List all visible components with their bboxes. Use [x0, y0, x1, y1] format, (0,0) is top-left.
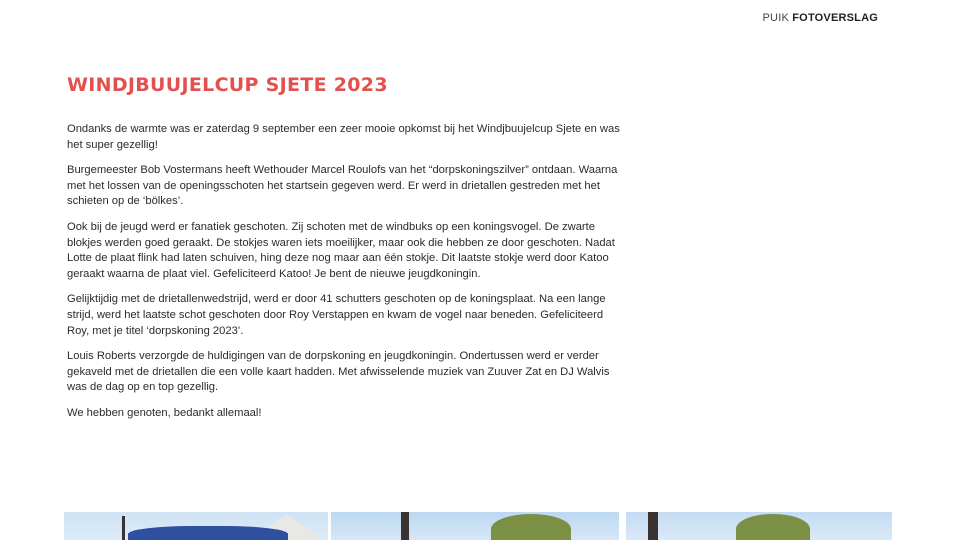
paragraph-1: Ondanks de warmte was er zaterdag 9 september een zeer mooie opkomst bij het Windjbuujelcup Sjete en was het super gezellig!: [67, 123, 620, 151]
tree-shape: [491, 514, 571, 540]
blue-object-shape: [128, 526, 288, 540]
paragraph-4: Gelijktijdig met de drietallenwedstrijd, werd er door 41 schutters geschoten op de koningsplaat. Na een lange strijd, werd het laatste schot geschoten door Roy Verstappen en kwam de vogel naar beneden. Gefeliciteerd Roy, met je titel ‘dorpskoning 2023’.: [67, 293, 606, 337]
paragraph-6: We hebben genoten, bedankt allemaal!: [67, 406, 262, 419]
brand-bold: FOTOVERSLAG: [792, 12, 878, 24]
paragraph-2: Burgemeester Bob Vostermans heeft Wethouder Marcel Roulofs van het “dorpskoningszilver” ontdaan. Waarna met het lossen van de openingsschoten het startsein gegeven werd. Er werd in drietallen gestreden met het schieten op de ‘bölkes’.: [67, 164, 618, 208]
tree-shape: [736, 514, 810, 540]
gallery-photo-1[interactable]: [64, 512, 328, 540]
article-title: WINDJBUUJELCUP SJETE 2023: [67, 74, 388, 96]
paragraph-5: Louis Roberts verzorgde de huldigingen van de dorpskoning en jeugdkoningin. Ondertussen werd er verder gekaveld met de drietallen die een volle kaart hadden. Met afwisselende muziek van Zuuver Zat en DJ Walvis was de dag op en top gezellig.: [67, 350, 610, 394]
article-body: [67, 122, 622, 432]
site-brand[interactable]: [763, 12, 878, 24]
gallery-photo-2[interactable]: [331, 512, 619, 540]
paragraph-3: Ook bij de jeugd werd er fanatiek geschoten. Zij schoten met de windbuks op een koningsvogel. De zwarte blokjes werden goed geraakt. De stokjes waren iets moeilijker, maar ook die hebben ze door geschoten. Nadat Lotte de plaat flink had laten schuiven, hing deze nog maar aan één stokje. Dit laatste stokje werd door Katoo geraakt waarna de plaat viel. Gefeliciteerd Katoo! Je bent de nieuwe jeugdkoningin.: [67, 220, 615, 280]
pole-shape: [122, 516, 125, 540]
brand-prefix: PUIK: [762, 12, 789, 24]
pole-shape: [401, 512, 409, 540]
gallery-photo-3[interactable]: [626, 512, 892, 540]
pole-shape: [648, 512, 658, 540]
photo-gallery: [64, 512, 892, 540]
